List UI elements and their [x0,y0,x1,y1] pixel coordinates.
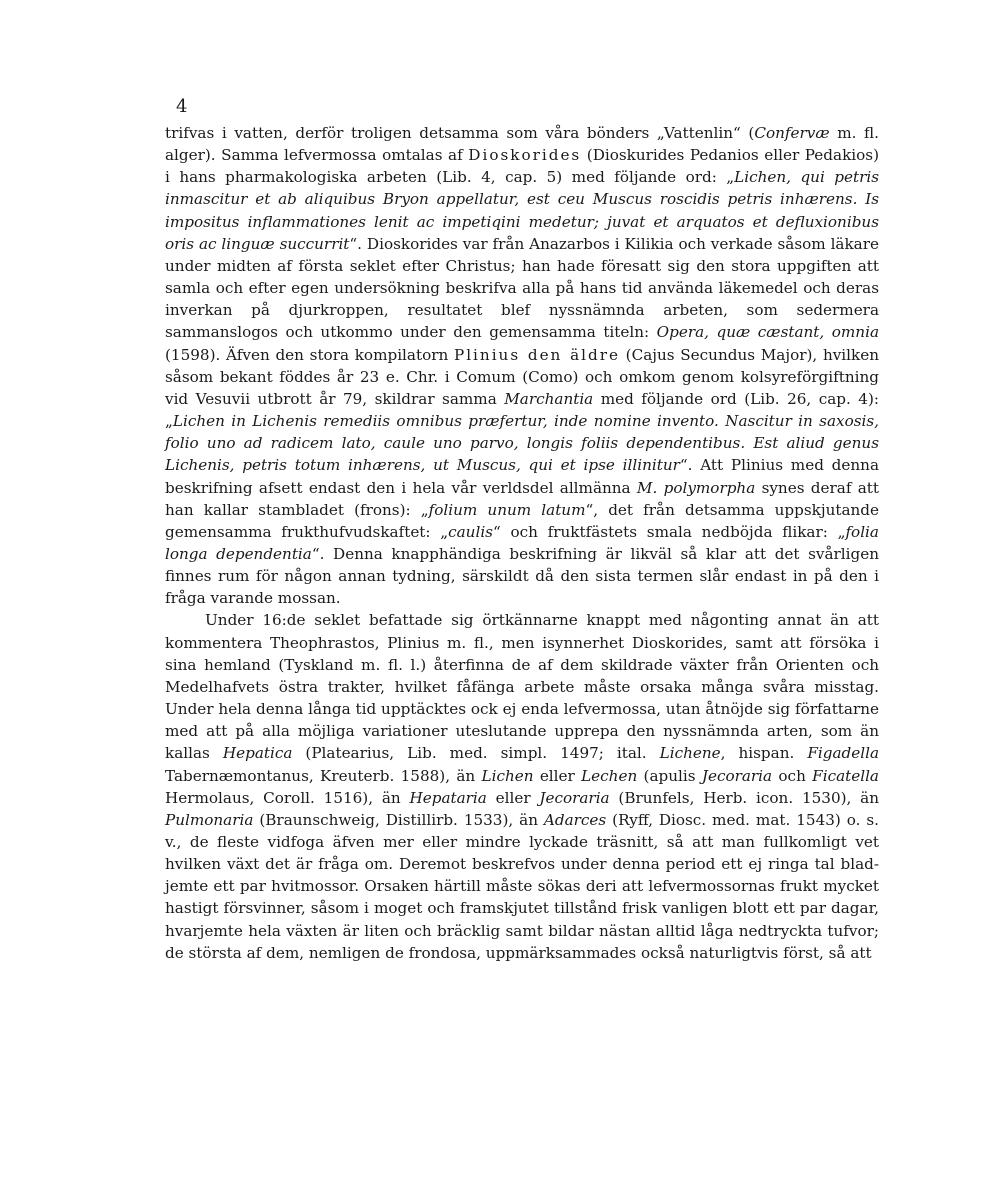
text-run: synes deraf att han kallar stambladet (frons): „ [165,478,880,519]
text-run: Under 16:de seklet befattade sig örtkännarne knappt med någonting annat än att kommentera Theophrastos, Plinius m. fl., men isynnerhet Dioskorides, samt att försöka i sina hemland (Tyskland m. fl. l.) återfinna de af dem skildrade växter från Orienten och Medelhafvets östra trakter, hvilket fåfänga arbete måste orsaka många svåra misstag. Under hela denna långa tid upptäcktes ock ej enda lefvermossa, utan åtnöjde sig författarne med att på alla möjliga variationer uteslutande upprepa den nyssnämnda arten, som än kallas [165,611,879,763]
italic-text: Lechen [581,766,638,785]
italic-text: Hepataria [409,788,487,807]
text-run: , hispan. [720,744,808,763]
italic-text: Jecoraria [539,788,610,807]
text-run: (Dioskurides Pedanios eller Pedakios) i hans pharmakologiska arbeten (Lib. 4, cap. 5) med följande ord: „ [165,146,879,187]
text-run: med följande ord (Lib. 26, cap. 4): „ [165,389,879,431]
text-run: “. Denna knapphändiga beskrifning är likväl så klar att det svårligen finnes rum för någon annan tydning, särskildt då den sista termen slår endast in på den i fråga varande mossan. [165,544,879,608]
italic-text: Figadella [807,744,879,763]
text-run: “, det från detsamma uppskjutande gemensamma frukthufvudskaftet: „ [165,500,879,541]
italic-text: Pulmonaria [165,810,254,829]
text-run: eller [533,766,582,785]
text-run: (1598). Äfven den stora kompilatorn [165,345,454,364]
paragraph-1 [165,122,879,609]
italic-text: M. polymorpha [636,478,756,497]
text-run: (Platearius, Lib. med. simpl. 1497; ital. [292,744,660,763]
italic-text: caulis [448,522,493,541]
text-run: “. Att Plinius med denna beskrifning afsett endast den i hela vår verldsdel allmänna [165,456,879,497]
text-run: Tabernæmontanus, Kreuterb. 1588), än [165,766,482,785]
page-number: 4 [176,96,188,117]
italic-text: Adarces [543,810,607,829]
italic-text: Opera, quæ cæstant, omnia [656,323,880,342]
spaced-name: Plinius den äldre [453,345,620,364]
text-run: “ och fruktfästets smala nedböjda flikar: „ [492,522,846,541]
body-text [165,122,879,964]
text-run: och [772,766,813,785]
italic-text: folium unum latum [428,500,586,519]
italic-text: Lichene [659,744,721,763]
italic-text: Lichen in Lichenis remediis omnibus præfertur, inde nomine invento. Nascitur in saxosis, folio uno ad radicem lato, caule uno parvo, longis foliis dependentibus. Est aliud genus Lichenis, petris totum inhærens, ut Muscus, qui et ipse illinitur [165,412,879,475]
text-run: (Cajus Secundus Major), hvilken såsom bekant föddes år 23 e. Chr. i Comum (Como) och omkom genom kolsyreförgiftning vid Vesuvii utbrott år 79, skildrar samma [165,345,879,408]
text-run: trifvas i vatten, derför troligen detsamma som våra bönders „Vattenlin“ ( [165,124,755,142]
text-run: (Brunfels, Herb. icon. 1530), än [609,788,879,807]
italic-text: Lichen [481,766,534,785]
italic-text: Ficatella [812,766,879,785]
text-run: “. Dioskorides var från Anazarbos i Kilikia och verkade såsom läkare under midten af första seklet efter Christus; han hade föresatt sig den stora uppgiften att samla och efter egen undersökning beskrifva alla på hans tid använda läkemedel och deras inverkan på djurkroppen, resultatet blef nyssnämnda arbeten, som sedermera sammanslogos och utkommo under den gemensamma titeln: [165,234,879,342]
text-run: (Braunschweig, Distillirb. 1533), än [253,810,544,829]
italic-text: Lichen, qui petris inmascitur et ab aliquibus Bryon appellatur, est ceu Muscus roscidis petris inhærens. Is impositus inflammationes lenit ac impetiqini medetur; juvat et arquatos et defluxionibus oris ac linguæ succurrit [165,168,879,253]
paragraph-2 [165,609,879,964]
italic-text: Confervæ [754,124,830,142]
text-run: (Ryff, Diosc. med. mat. 1543) o. s. v., de fleste vidfoga äfven mer eller mindre lyckade träsnitt, så att man fullkomligt vet hvilken växt det är fråga om. Deremot beskrefvos under denna period ett ej ringa tal blad- jemte ett par hvitmossor. Orsaken härtill måste sökas deri att lefvermossornas frukt mycket hastigt försvinner, såsom i moget och framskjutet tillstånd frisk vanligen blott ett par dagar, hvarjemte hela växten är liten och bräcklig samt bildar nästan alltid låga nedtryckta tufvor; de största af dem, nemligen de frondosa, uppmärksammades också naturligtvis först, så att [165,810,879,962]
spaced-name: Dioskorides [468,146,582,165]
italic-text: Marchantia [504,389,594,408]
text-run: (apulis [637,766,702,785]
italic-text: Hepatica [222,744,293,763]
text-run: eller [486,788,540,807]
text-run: m. fl. alger). Samma lefvermossa omtalas af [165,124,879,165]
italic-text: folia longa dependentia [165,522,879,563]
italic-text: Jecoraria [701,766,773,785]
text-run: Hermolaus, Coroll. 1516), än [165,788,410,807]
